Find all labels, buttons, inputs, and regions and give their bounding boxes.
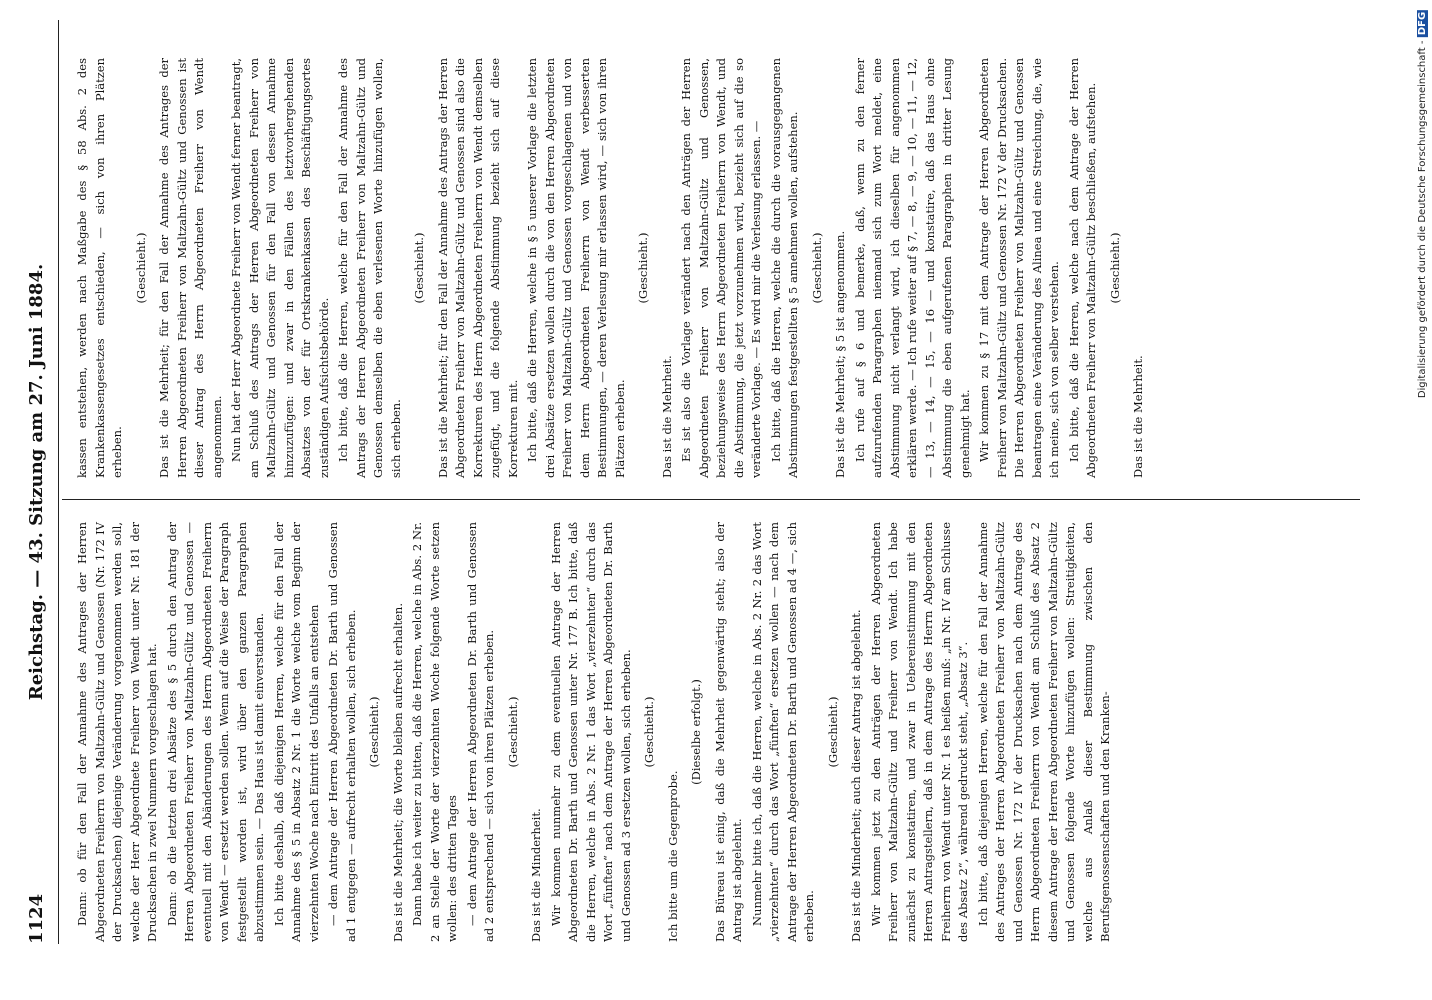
procedural-note: (Geschieht.) bbox=[133, 232, 148, 304]
paragraph: Nunmehr bitte ich, daß die Herren, welche in Abs. 2 Nr. 2 das Wort „vierzehnten“ durch das Wort „fünften“ ersetzen wollen — nach dem Antrage der Herren Abgeordneten Dr. Barth und Genossen ad 4 —, sich erheben. bbox=[749, 521, 816, 942]
column-divider bbox=[62, 499, 1360, 500]
paragraph: Wir kommen zu § 17 mit dem Antrage der Herren Abgeordneten Freiherr von Maltzahn-Gültz und Genossen Nr. 172 V der Drucksachen. Die Herren Abgeordneten Freiherr von Maltzahn-Gültz und Genossen beantragen eine Veränderung des Alinea und eine Streichung, die, wie ich meine, sich von selber verstehen. bbox=[977, 58, 1061, 478]
paragraph: Das Büreau ist einig, daß die Mehrheit gegenwärtig steht; also der Antrag ist abgelehnt. bbox=[712, 522, 744, 942]
procedural-note: (Dieselbe erfolgt.) bbox=[689, 679, 703, 785]
dfg-logo: DFG bbox=[1417, 12, 1428, 36]
paragraph: Ich bitte, daß die Herren, welche in § 5 unserer Vorlage die letzten drei Absätze ersetzen wollen durch die von den Herren Abgeordneten Freiherr von Maltzahn-Gültz und Genossen vorgeschlagenen und von dem Herrn Abgeordneten Freiherrn von Wendt verbesserten Bestimmungen, — deren Verlesung mir erlassen wird, — sich von ihren Plätzen erheben. bbox=[525, 58, 627, 478]
paragraph: Dann habe ich weiter zu bitten, daß die Herren, welche in Abs. 2 Nr. 2 an Stelle der Worte der vierzehnten Woche folgende Worte setzen wollen: des dritten Tages bbox=[410, 522, 459, 942]
paragraph: Das ist die Mehrheit; für den Fall der Annahme des Antrags der Herren Abgeordneten Freiherr von Maltzahn-Gültz und Genossen sind also die Korrekturen des Herrn Abgeordneten Freiherrn von Wendt demselben zugefügt, und die folgende Abstimmung bezieht sich auf diese Korrekturen mit. bbox=[435, 58, 520, 478]
header-rule bbox=[58, 20, 59, 944]
paragraph: kassen entstehen, werden nach Maßgabe des § 58 Abs. 2 des Krankenkassengesetzes entschieden, — sich von ihren Plätzen erheben. bbox=[75, 58, 124, 478]
paragraph: Dann: ob die letzten drei Absätze des § 5 durch den Antrag der Herren Abgeordneten Freiherr von Maltzahn-Gültz und Genossen — eventuell mit den Abänderungen des Herrn Abgeordneten Freiherrn von Wendt — ersetzt werden sollen. Wenn auf die Weise der Paragraph festgestellt worden ist, wird über den ganzen Paragraphen abzustimmen sein. — Das Haus ist damit einverstanden. bbox=[164, 522, 266, 942]
paragraph: — dem Antrage der Herren Abgeordneten Dr. Barth und Genossen ad 1 entgegen — aufrecht erhalten wollen, sich erheben. bbox=[326, 522, 358, 942]
procedural-note: (Geschieht.) bbox=[642, 696, 656, 768]
watermark-text: Digitalisierung gefördert durch die Deutsche Forschungsgemeinschaft - bbox=[1417, 40, 1428, 399]
paragraph: Es ist also die Vorlage verändert nach den Anträgen der Herren Abgeordneten Freiherr von Maltzahn-Gültz und Genossen, beziehungsweise des Herrn Abgeordneten Freiherrn von Wendt, und die Abstimmung, die jetzt vorzunehmen wird, bezieht sich auf die so veränderte Vorlage. — Es wird mir die Verlesung erlassen. — bbox=[679, 58, 763, 478]
paragraph: Ich rufe auf § 6 und bemerke, daß, wenn zu den ferner aufzurufenden Paragraphen niemand sich zum Wort meldet, eine Abstimmung nicht verlangt wird, ich dieselben für angenommen erklären werde. — Ich rufe weiter auf § 7, — 8, — 9, — 10, — 11, — 12, — 13, — 14, — 15, — 16 — und konstatire, daß das Haus ohne Abstimmung die eben aufgerufenen Paragraphen in dritter Lesung genehmigt hat. bbox=[852, 58, 972, 478]
paragraph: Das ist die Mehrheit. bbox=[659, 355, 674, 478]
paragraph: Das ist die Mehrheit; § 5 ist angenommen. bbox=[833, 230, 847, 478]
paragraph: Ich bitte, daß die Herren, welche nach dem Antrage der Herren Abgeordneten Freiherr von Maltzahn-Gültz beschließen, aufstehen. bbox=[1066, 58, 1098, 478]
paragraph: — dem Antrage der Herren Abgeordneten Dr. Barth und Genossen ad 2 entsprechend — sich von ihren Plätzen erheben. bbox=[464, 522, 496, 942]
paragraph: Ich bitte deshalb, daß diejenigen Herren, welche für den Fall der Annahme des § 5 in Absatz 2 Nr. 1 die Worte welche vom Beginn der vierzehnten Woche nach Eintritt des Unfalls an entstehen bbox=[271, 522, 321, 942]
procedural-note: (Geschieht.) bbox=[636, 232, 650, 304]
page-number: 1124 bbox=[26, 893, 47, 944]
right-column bbox=[74, 58, 1150, 478]
paragraph: Wir kommen jetzt zu den Anträgen der Herren Abgeordneten Freiherr von Maltzahn-Gültz und Freiherr von Wendt. Ich habe zunächst zu konstatiren, und zwar in Uebereinstimmung mit den Herren Antragstellern, daß in dem Antrage des Herrn Abgeordneten Freiherrn von Wendt unter Nr. 1 es heißen muß: „in Nr. IV am Schlusse des Absatz 2“, während gedruckt steht, „Absatz 3“. bbox=[868, 522, 970, 942]
paragraph: Das ist die Minderheit. bbox=[529, 808, 543, 942]
paragraph: Das ist die Mehrheit; für den Fall der Annahme des Antrages der Herren Abgeordneten Freiherr von Maltzahn-Gültz und Genossen ist dieser Antrag des Herrn Abgeordneten Freiherr von Wendt angenommen. bbox=[157, 58, 224, 478]
procedural-note: (Geschieht.) bbox=[367, 696, 381, 768]
paragraph: Ich bitte um die Gegenprobe. bbox=[665, 770, 680, 942]
paragraph: Dann: ob für den Fall der Annahme des Antrages der Herren Abgeordneten Freiherrn von Maltzahn-Gültz und Genossen (Nr. 172 IV der Drucksachen) diejenige Veränderung vorgenommen werden soll, welche der Herr Abgeordnete Freiherr von Wendt unter Nr. 181 der Drucksachen in zwei Nummern vorgeschlagen hat. bbox=[75, 522, 159, 942]
paragraph: Das ist die Minderheit; auch dieser Antrag ist abgelehnt. bbox=[849, 609, 863, 942]
paragraph: Das ist die Mehrheit; die Worte bleiben aufrecht erhalten. bbox=[390, 603, 405, 942]
procedural-note: (Geschieht.) bbox=[825, 696, 840, 768]
digitization-watermark bbox=[1417, 10, 1428, 398]
page-title: Reichstag. — 43. Sitzung am 27. Juni 1884. bbox=[26, 263, 47, 701]
paragraph: Wir kommen nunmehr zu dem eventuellen Antrage der Herren Abgeordneten Dr. Barth und Genossen unter Nr. 177 B. Ich bitte, daß die Herren, welche in Abs. 2 Nr. 1 das Wort „vierzehnten“ durch das Wort „fünften“ nach dem Antrage der Herren Abgeordneten Dr. Barth und Genossen ad 3 ersetzen wollen, sich erheben. bbox=[548, 522, 633, 942]
paragraph: Das ist die Mehrheit. bbox=[1131, 355, 1145, 478]
left-column bbox=[74, 522, 1117, 942]
paragraph: Ich bitte, daß die Herren, welche für den Fall der Annahme des Antrags der Herren Abgeordneten Freiherr von Maltzahn-Gültz und Genossen demselben die eben verlesenen Worte hinzufügen wollen, sich erheben. bbox=[336, 58, 403, 478]
running-header bbox=[26, 20, 56, 944]
paragraph: Ich bitte, daß diejenigen Herren, welche für den Fall der Annahme des Antrages der Herren Abgeordneten Freiherr von Maltzahn-Gültz und Genossen Nr. 172 IV der Drucksachen nach dem Antrage des Herrn Abgeordneten Freiherrn von Wendt am Schluß des Absatz 2 diesem Antrage der Herren Abgeordneten Freiherr von Maltzahn-Gültz und Genossen folgende Worte hinzufügen wollen: Streitigkeiten, welche aus Anlaß dieser Bestimmung zwischen den Berufsgenossenschaften und den Kranken- bbox=[975, 522, 1112, 942]
procedural-note: (Geschieht.) bbox=[1107, 232, 1122, 304]
procedural-note: (Geschieht.) bbox=[809, 232, 824, 304]
paragraph: Nun hat der Herr Abgeordnete Freiherr von Wendt ferner beantragt, am Schluß des Antrags der Herren Abgeordneten Freiherr von Maltzahn-Gültz und Genossen für den Fall von dessen Annahme hinzuzufügen: und zwar in den Fällen des letztvorhergehenden Absatzes von der für Ortskrankenkassen des Beschäftigungsortes zuständigen Aufsichtsbehörde. bbox=[229, 58, 331, 478]
paragraph: Ich bitte, daß die Herren, welche die durch die vorausgegangenen Abstimmungen festgestellten § 5 annehmen wollen, aufstehen. bbox=[768, 58, 800, 478]
procedural-note: (Geschieht.) bbox=[412, 232, 426, 304]
procedural-note: (Geschieht.) bbox=[505, 696, 520, 768]
